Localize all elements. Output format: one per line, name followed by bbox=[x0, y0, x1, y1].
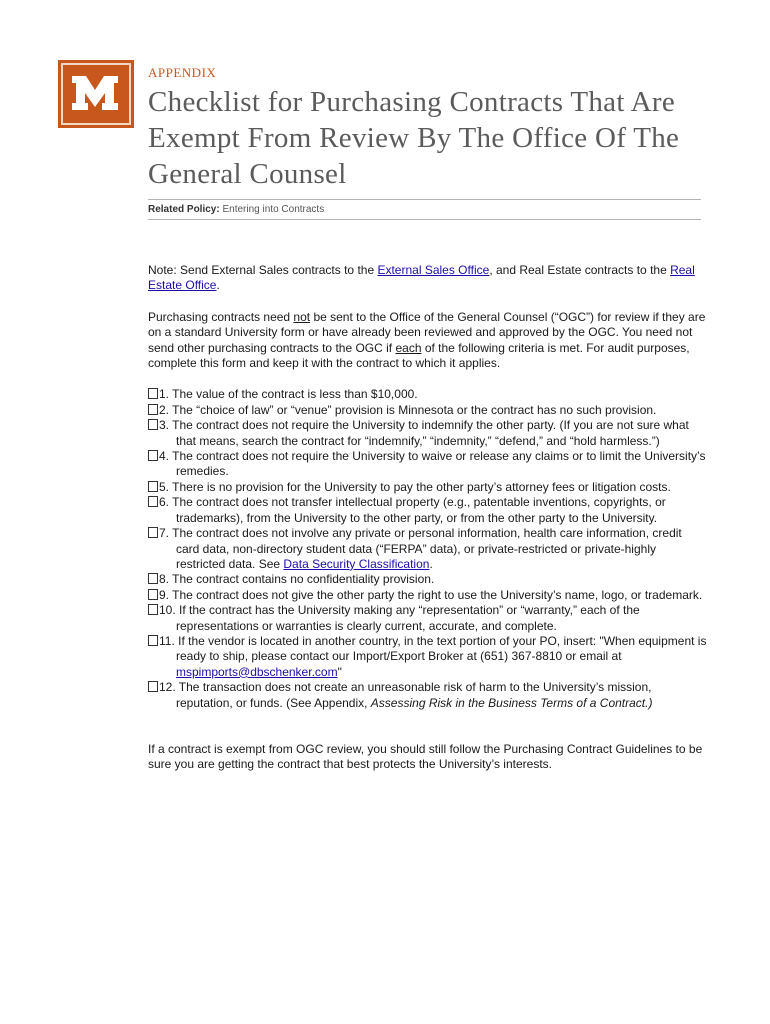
item-text: The contract does not require the University to waive or release any claims or to limit the University’s remedies. bbox=[172, 449, 706, 479]
checklist-item-11 bbox=[148, 634, 708, 680]
criteria-checklist bbox=[148, 387, 708, 711]
note-paragraph bbox=[148, 263, 708, 294]
external-sales-office-link[interactable]: External Sales Office bbox=[377, 263, 490, 277]
real-estate-office-link[interactable]: Real Estate Office bbox=[148, 263, 695, 293]
header-divider-bottom bbox=[148, 219, 701, 220]
intro-emphasis: each bbox=[395, 340, 422, 355]
broker-email-link[interactable]: mspimports@dbschenker.com bbox=[176, 664, 338, 679]
checkbox-11[interactable] bbox=[148, 635, 158, 646]
item-text: There is no provision for the University to pay the other party’s attorney fees or litigation costs. bbox=[172, 479, 671, 494]
checklist-item-8 bbox=[148, 572, 708, 587]
related-policy-label: Related Policy: bbox=[148, 204, 220, 215]
note-text: . bbox=[216, 278, 220, 293]
checklist-item-5 bbox=[148, 480, 708, 495]
item-number: 2. bbox=[159, 402, 170, 417]
data-security-classification-link[interactable]: Data Security Classification bbox=[283, 556, 430, 571]
item-number: 7. bbox=[159, 526, 170, 541]
checkbox-4[interactable] bbox=[148, 450, 158, 461]
document-body bbox=[148, 263, 708, 773]
checkbox-5[interactable] bbox=[148, 481, 158, 492]
checkbox-1[interactable] bbox=[148, 388, 158, 399]
item-number: 5. bbox=[159, 479, 170, 494]
note-text: , and Real Estate contracts to the bbox=[489, 263, 671, 277]
intro-text: be sent to the Office of the General Counsel (“OGC”) for review if they are on a standard University form or have already been reviewed and approved by the OGC. You need not send other purchasing contracts to the OGC if bbox=[148, 309, 706, 355]
item-text: The contract does not give the other party the right to use the University’s name, logo, or trademark. bbox=[172, 587, 703, 602]
item-text: The contract does not transfer intellectual property (e.g., patentable inventions, copyrights, or trademarks), from the University to the other party, or from the other party to the University. bbox=[172, 495, 666, 525]
checkbox-10[interactable] bbox=[148, 604, 158, 615]
checklist-item-12 bbox=[148, 680, 708, 711]
related-policy-value: Entering into Contracts bbox=[222, 204, 325, 215]
checklist-item-9 bbox=[148, 588, 708, 603]
checklist-item-4 bbox=[148, 449, 708, 480]
checkbox-2[interactable] bbox=[148, 404, 158, 415]
item-text: If the contract has the University making any “representation” or “warranty,” each of the representations or warranties is clearly current, accurate, and complete. bbox=[175, 603, 640, 633]
item-text: The “choice of law” or “venue” provision is Minnesota or the contract has no such provision. bbox=[172, 402, 657, 417]
university-logo bbox=[58, 60, 134, 128]
checkbox-3[interactable] bbox=[148, 419, 158, 430]
appendix-label: APPENDIX bbox=[148, 65, 217, 80]
checklist-item-6 bbox=[148, 495, 708, 526]
block-m-icon bbox=[70, 74, 120, 112]
item-number: 9. bbox=[159, 587, 170, 602]
item-number: 1. bbox=[159, 387, 170, 402]
item-text: The contract does not involve any private or personal information, health care information, credit card data, non-directory student data (“FERPA” data), or private-restricted or private-highly restricted data. See bbox=[172, 526, 682, 571]
page-title: Checklist for Purchasing Contracts That Are Exempt From Review By The Office Of The General Counsel bbox=[148, 86, 680, 190]
item-number: 3. bbox=[159, 418, 170, 433]
item-text: The contract contains no confidentiality provision. bbox=[172, 572, 435, 587]
item-text: If the vendor is located in another country, in the text portion of your PO, insert: "When equipment is ready to ship, please contact our Import/Export Broker at (651) 367-8810 or email at bbox=[174, 633, 707, 664]
appendix-reference: Assessing Risk in the Business Terms of a Contract.) bbox=[370, 695, 653, 710]
checkbox-6[interactable] bbox=[148, 496, 158, 507]
checkbox-12[interactable] bbox=[148, 681, 158, 692]
checklist-item-3 bbox=[148, 418, 708, 449]
item-number: 8. bbox=[159, 572, 170, 587]
checklist-item-2 bbox=[148, 403, 708, 418]
checkbox-9[interactable] bbox=[148, 589, 158, 600]
checklist-item-1 bbox=[148, 387, 708, 402]
item-text: The contract does not require the University to indemnify the other party. (If you are not sure what that means, search the contract for “indemnify,” “indemnity,” “defend,” and “hold harmless.”) bbox=[172, 418, 689, 448]
related-policy bbox=[148, 204, 324, 215]
intro-text: of the following criteria is met. For audit purposes, complete this form and keep it with the contract to which it applies. bbox=[148, 340, 690, 371]
item-number: 10. bbox=[159, 603, 176, 618]
item-number: 6. bbox=[159, 495, 170, 510]
intro-text: Purchasing contracts need bbox=[148, 309, 294, 324]
item-text: The transaction does not create an unreasonable risk of harm to the University’s mission, reputation, or funds. (See Appendix, bbox=[175, 680, 652, 710]
checkbox-8[interactable] bbox=[148, 573, 158, 584]
item-text: The value of the contract is less than $10,000. bbox=[172, 387, 418, 402]
checklist-item-7 bbox=[148, 526, 708, 572]
intro-emphasis: not bbox=[293, 309, 311, 324]
item-number: 11. bbox=[159, 633, 175, 648]
item-text: " bbox=[337, 664, 342, 679]
checklist-item-10 bbox=[148, 603, 708, 634]
note-text: Note: Send External Sales contracts to the bbox=[148, 263, 378, 277]
checkbox-7[interactable] bbox=[148, 527, 158, 538]
intro-paragraph bbox=[148, 310, 708, 372]
header-divider-top bbox=[148, 199, 701, 200]
item-text: . bbox=[429, 556, 433, 571]
item-number: 12. bbox=[159, 680, 176, 695]
item-number: 4. bbox=[159, 449, 170, 464]
closing-paragraph: If a contract is exempt from OGC review, you should still follow the Purchasing Contract Guidelines to be sure you are getting the contract that best protects the University’s interests. bbox=[148, 741, 703, 772]
